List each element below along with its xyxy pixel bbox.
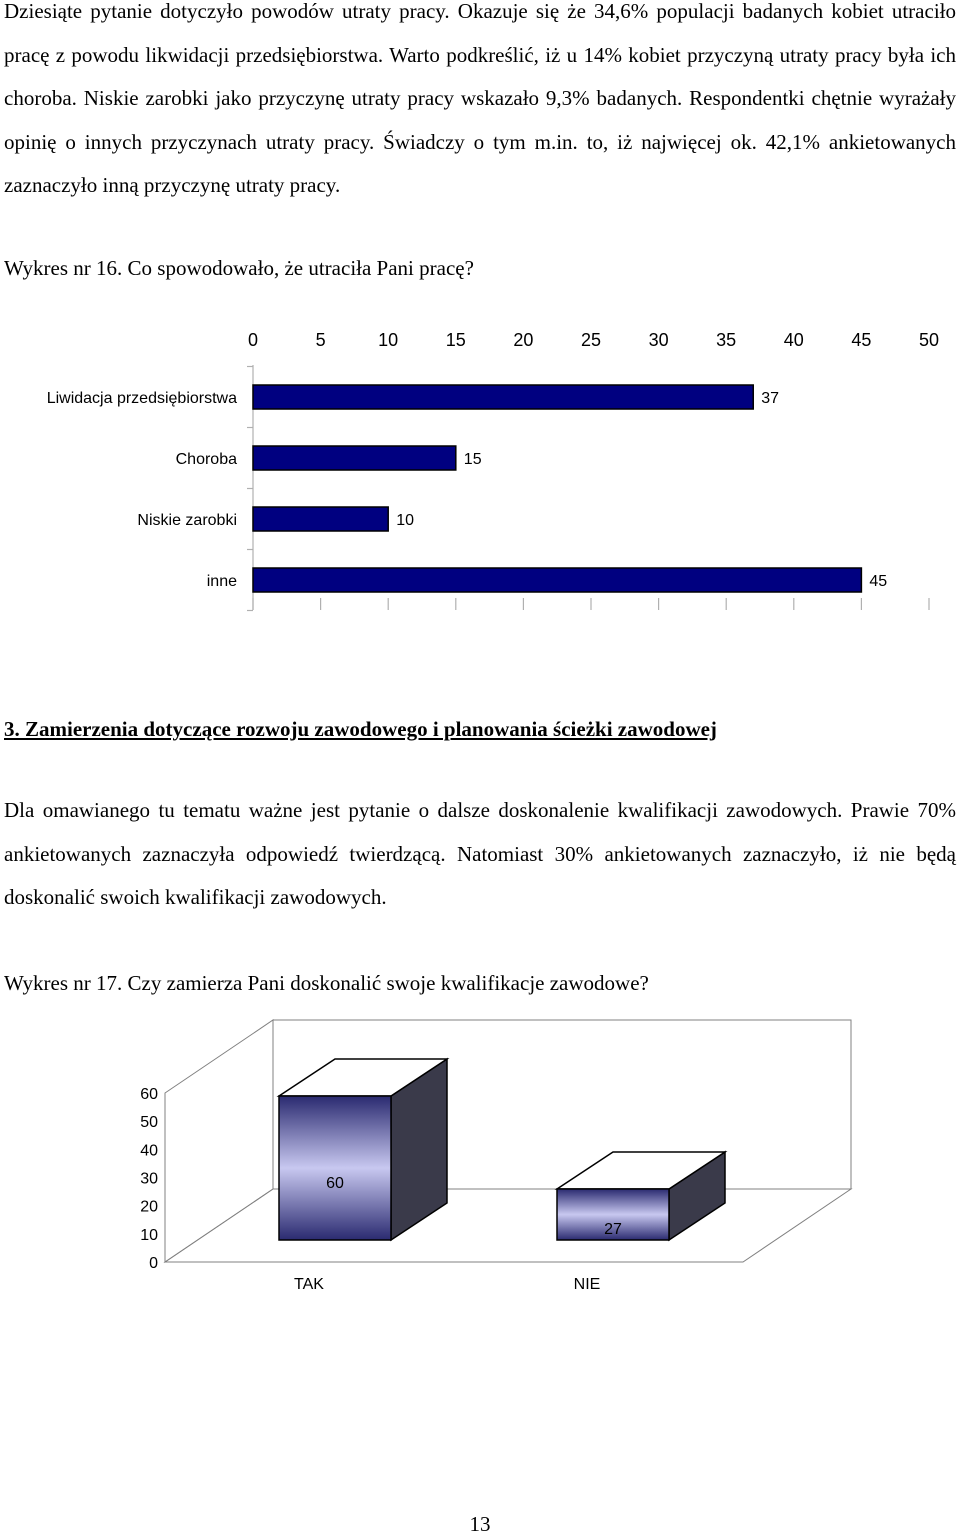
chart17-qualification-plans [0, 1015, 960, 1315]
y-tick-label: 50 [140, 1114, 158, 1132]
category-label: Choroba [175, 451, 237, 468]
bar-front [279, 1096, 391, 1240]
x-tick-label: 20 [513, 330, 534, 350]
x-tick-label: 30 [648, 330, 669, 350]
chart16-loss-reasons [0, 320, 960, 620]
x-tick-label: 0 [247, 330, 259, 350]
bar [253, 568, 861, 592]
y-tick-label: 30 [140, 1170, 158, 1188]
bar [253, 446, 456, 470]
x-tick-label: 15 [445, 330, 466, 350]
category-label: inne [206, 573, 237, 590]
category-label: Niskie zarobki [137, 512, 237, 529]
data-label: 15 [463, 451, 482, 468]
intro-paragraph: Dziesiąte pytanie dotyczyło powodów utraty pracy. Okazuje się że 34,6% populacji badanych kobiet utraciło pracę z powodu likwidacji przedsiębiorstwa. Warto podkreślić, iż u 14% kobiet przyczyną utraty pracy była ich choroba. Niskie zarobki jako przyczynę utraty pracy wskazało 9,3% badanych. Respondentki chętnie wyrażały opinię o innych przyczynach utraty pracy. Świadczy o tym m.in. to, iż najwięcej ok. 42,1% ankietowanych zaznaczyło inną przyczynę utraty pracy. [4, 0, 956, 198]
bar [253, 507, 388, 531]
x-tick-label: 50 [918, 330, 940, 350]
floor [165, 1189, 851, 1262]
data-label: 27 [604, 1220, 622, 1238]
data-label: 60 [326, 1175, 344, 1192]
y-tick-label: 0 [149, 1255, 158, 1272]
y-tick-label: 60 [140, 1086, 158, 1103]
page-number: 13 [469, 1512, 491, 1536]
y-tick-label: 10 [140, 1226, 158, 1244]
x-tick-label: 25 [580, 330, 602, 350]
category-label: Liwidacja przedsiębiorstwa [46, 390, 237, 407]
data-label: 45 [869, 573, 888, 590]
y-tick-label: 20 [140, 1198, 158, 1216]
x-tick-label: 5 [315, 330, 326, 350]
chart16-caption: Wykres nr 16. Co spowodowało, że utraciła Pani pracę? [4, 256, 474, 280]
data-label: 10 [396, 512, 414, 529]
x-tick-label: 45 [851, 330, 872, 350]
category-label: NIE [573, 1276, 601, 1293]
data-label: 37 [761, 390, 780, 407]
x-tick-label: 40 [783, 330, 804, 350]
section3-heading: 3. Zamierzenia dotyczące rozwoju zawodowego i planowania ścieżki zawodowej [4, 717, 717, 741]
x-tick-label: 35 [716, 330, 737, 350]
y-tick-label: 40 [140, 1142, 158, 1160]
x-tick-label: 10 [378, 330, 399, 350]
section3-paragraph: Dla omawianego tu tematu ważne jest pytanie o dalsze doskonalenie kwalifikacji zawodowych. Prawie 70% ankietowanych zaznaczyła odpowiedź twierdzącą. Natomiast 30% ankietowanych zaznaczyło, iż nie będą doskonalić swoich kwalifikacji zawodowych. [4, 798, 956, 910]
category-label: TAK [294, 1276, 324, 1293]
bar [253, 385, 753, 409]
chart17-caption: Wykres nr 17. Czy zamierza Pani doskonalić swoje kwalifikacje zawodowe? [4, 971, 649, 995]
